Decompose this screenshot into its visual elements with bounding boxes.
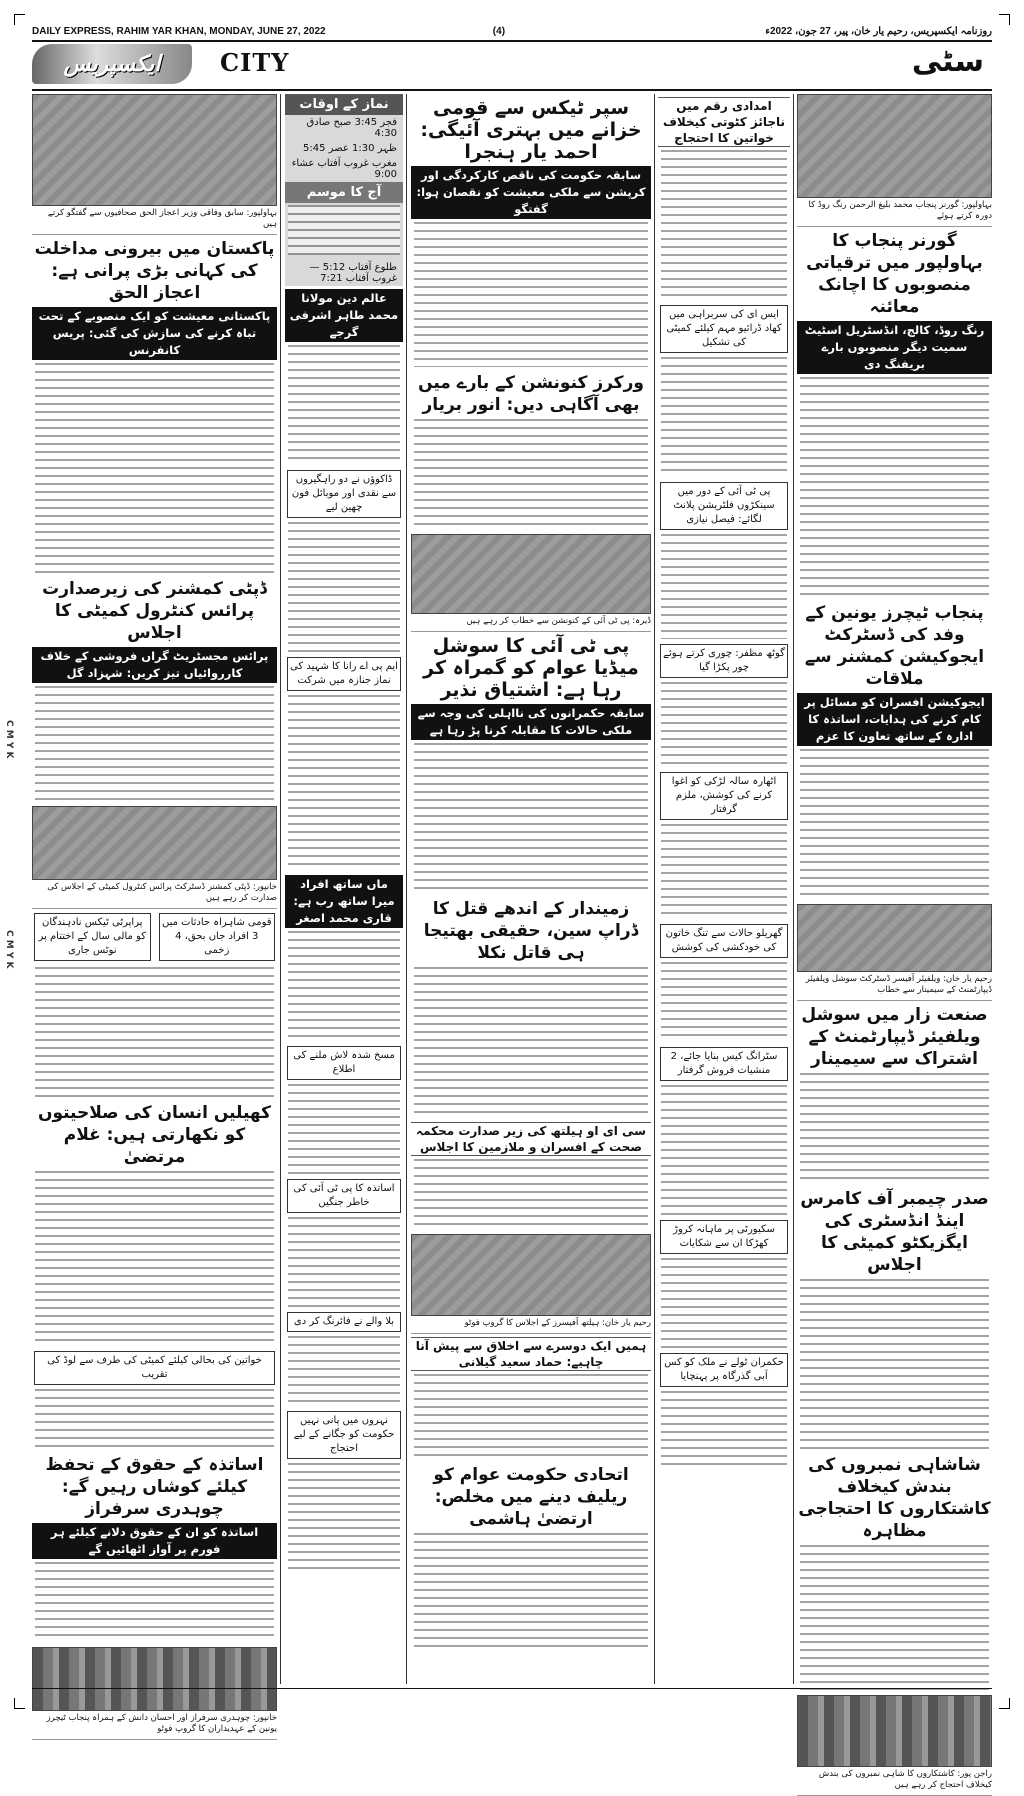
box-headline: اساتذہ کا پی ٹی آئی کی خاطر جنگیں [293, 1183, 395, 1208]
article-text [288, 1463, 400, 1573]
header-rule [32, 40, 992, 42]
crop-mark [14, 1698, 25, 1709]
article-text [414, 1533, 648, 1653]
box-headline: پراپرٹی ٹیکس نادہندگان کو مالی سال کے اختتام پر نوٹس جاری [38, 917, 146, 956]
folio-urdu: روزنامہ ایکسپریس، رحیم یار خان، پیر، 27 جون، 2022ء [765, 26, 992, 37]
headline: شاشاہی نمبروں کی بندش کیخلاف کاشتکاروں کا احتجاجی مظاہرہ [798, 1455, 991, 1541]
box-headline: بلا والے نے فائرنگ کر دی [293, 1316, 395, 1327]
article-text [35, 1389, 274, 1449]
express-logo: ایکسپریس [32, 44, 192, 84]
article-text [35, 363, 274, 573]
headline: ماں ساتھ افراد میرا ساتھ رب ہے: قاری محمد اصغر [285, 875, 403, 928]
caption: رحیم یار خان: ہیلتھ آفیسرز کے اجلاس کا گروپ فوٹو [411, 1316, 651, 1334]
subheadline: اساتذہ کو ان کے حقوق دلانے کیلئے ہر فورم پر آواز اٹھائیں گے [32, 1523, 277, 1559]
subheadline: ایجوکیشن افسران کو مسائل پر کام کرنے کی ہدایات، اساتذہ کا ادارہ کے ساتھ تعاون کا عزم [797, 693, 992, 746]
article-text [35, 1562, 274, 1642]
news-box [287, 657, 401, 691]
prayer-row: ظہر 1:30 عصر 5:45 [303, 143, 397, 154]
column-divider [793, 94, 794, 1684]
column-divider [280, 94, 281, 1684]
article-text [288, 1217, 400, 1307]
prayer-row: مغرب غروب آفتاب عشاء 9:00 [291, 158, 397, 180]
article-text [800, 749, 989, 899]
photo-seminar [797, 904, 992, 972]
headline: اتحادی حکومت عوام کو ریلیف دینے میں مخلص: ارتضیٰ ہاشمی [433, 1465, 629, 1529]
news-box [660, 1353, 788, 1387]
article-text [288, 1336, 400, 1406]
article-text [288, 345, 400, 465]
article-text [800, 1073, 989, 1183]
box-headline: مسخ شدہ لاش ملنے کی اطلاع [293, 1050, 395, 1075]
news-box [660, 1220, 788, 1254]
column-divider [406, 94, 407, 1684]
column-1 [797, 94, 992, 1790]
section-title-english: CITY [220, 48, 290, 77]
news-box [287, 1312, 401, 1332]
caption: راجن پور: کاشتکاروں کا شاہی نمبروں کی بندش کیخلاف احتجاج کر رہے ہیں [797, 1767, 992, 1796]
box-headline: سکیورٹی پر ماہانہ کروڑ کھڑکا ان سے شکایات [673, 1224, 775, 1249]
column-4 [285, 94, 403, 1684]
article-text [35, 967, 274, 1097]
headline: پی ٹی آئی کا سوشل میڈیا عوام کو گمراہ کر رہا ہے: اشتیاق نذیر [423, 635, 639, 701]
news-box [287, 1411, 401, 1459]
photo-convention [411, 534, 651, 614]
caption: بہاولپور: سابق وفاقی وزیر اعجاز الحق صحافیوں سے گفتگو کرتے ہیں [32, 206, 277, 235]
article-text [661, 1258, 787, 1348]
headline: سپر ٹیکس سے قومی خزانے میں بہتری آئیگی: احمد یار ہنجرا [420, 97, 642, 163]
news-box [287, 470, 401, 518]
article-text [661, 824, 787, 919]
article-text [661, 1391, 787, 1471]
article-text [288, 522, 400, 652]
news-box [660, 924, 788, 958]
column-divider [654, 94, 655, 1684]
footer-rule [32, 1688, 992, 1689]
box-headline: پی ٹی آئی کے دور میں سینکڑوں فلٹریشن پلانٹ لگائے: فیصل نیازی [673, 486, 775, 525]
subheadline: پرائس مجسٹریٹ گراں فروشی کے خلاف کارروائیاں تیز کریں: شہزاد گل [32, 647, 277, 683]
article-text [800, 1279, 989, 1449]
box-headline: قومی شاہراہ حادثات میں 3 افراد جاں بحق، 4 زخمی [161, 917, 272, 956]
news-box [660, 305, 788, 353]
photo-price-control [32, 806, 277, 880]
box-headline: ایس ای کی سربراہی میں کھاد ڈرائیو مہم کیلئے کمیٹی کی تشکیل [666, 309, 782, 348]
headline: امدادی رقم میں ناجائز کٹوتی کیخلاف خواتین کا احتجاج [658, 97, 790, 147]
article-text [661, 357, 787, 477]
news-box [660, 772, 788, 820]
page-number: (4) [492, 26, 506, 37]
box-headline: سٹرانگ کیس بنایا جائے، 2 منشیات فروش گرفتار [670, 1051, 778, 1076]
photo-ijaz-ul-haq [32, 94, 277, 206]
headline: کھیلیں انسان کی صلاحیتوں کو نکھارتی ہیں: غلام مرتضیٰ [37, 1103, 272, 1167]
crop-mark [999, 1698, 1010, 1709]
caption: بہاولپور: گورنر پنجاب محمد بلیغ الرحمن رنگ روڈ کا دورہ کرتے ہوئے [797, 198, 992, 227]
crop-mark [999, 14, 1010, 25]
article-text [414, 743, 648, 893]
headline: گورنر پنجاب کا بہاولپور میں ترقیاتی منصوبوں کا اچانک معائنہ [806, 231, 983, 317]
article-text [288, 931, 400, 1041]
news-box [660, 644, 788, 678]
box-headline: گوٹھ مظفر: چوری کرتے ہوئے چور پکڑا گیا [663, 648, 785, 673]
cmyk-mark: C M Y K [4, 930, 14, 969]
article-text [414, 222, 648, 367]
article-text [661, 150, 787, 300]
weather-text [288, 205, 400, 255]
article-text [414, 1374, 648, 1459]
page-columns [32, 94, 992, 1790]
headline: زمیندار کے اندھے قتل کا ڈراپ سین، حقیقی بھتیجا ہی قاتل نکلا [423, 899, 639, 963]
photo-teachers-union [32, 1647, 277, 1711]
news-box [34, 913, 151, 961]
subheadline: پاکستانی معیشت کو ایک منصوبے کے تحت تباہ کرنے کی سازش کی گئی: پریس کانفرنس [32, 307, 277, 360]
news-box [660, 1047, 788, 1081]
prayer-row: فجر 3:45 صبح صادق 4:30 [306, 117, 397, 139]
photo-governor [797, 94, 992, 198]
news-box [159, 913, 276, 961]
folio-line [32, 24, 992, 40]
article-text [800, 377, 989, 597]
cmyk-mark: C M Y K [4, 720, 14, 759]
box-headline: ایم پی اے رانا کا شہید کی نماز جنازہ میں شرکت [290, 661, 398, 686]
headline: پاکستان میں بیرونی مداخلت کی کہانی بڑی پرانی ہے: اعجاز الحق [34, 239, 275, 303]
caption: رحیم یار خان: ویلفیئر آفیسر ڈسٹرکٹ سوشل ویلفیئر ڈیپارٹمنٹ کے سیمینار سے خطاب [797, 972, 992, 1001]
article-text [288, 695, 400, 870]
box-headline: خواتین کی بحالی کیلئے کمیٹی کی طرف سے لوڈ کی تقریب [47, 1355, 262, 1380]
article-text [414, 967, 648, 1117]
caption: خانپور: ڈپٹی کمشنر ڈسٹرکٹ پرائس کنٹرول کمیٹی کے اجلاس کی صدارت کر رہے ہیں [32, 880, 277, 909]
article-text [661, 1085, 787, 1215]
headline: ڈپٹی کمشنر کی زیرصدارت پرائس کنٹرول کمیٹی کا اجلاس [42, 579, 267, 643]
headline: صدر چیمبر آف کامرس اینڈ انڈسٹری کی ایگزیکٹو کمیٹی کا اجلاس [800, 1189, 989, 1275]
news-box [287, 1179, 401, 1213]
article-text [661, 962, 787, 1042]
photo-health-meeting [411, 1234, 651, 1316]
headline: ہمیں ایک دوسرے سے اخلاق سے پیش آنا چاہیے: حماد سعید گیلانی [411, 1337, 651, 1371]
article-text [35, 1171, 274, 1346]
weather-title: آج کا موسم [285, 182, 403, 203]
prayer-times-box [285, 94, 403, 286]
subheadline: رنگ روڈ، کالج، انڈسٹریل اسٹیٹ سمیت دیگر منصوبوں بارے بریفنگ دی [797, 321, 992, 374]
crop-mark [14, 14, 25, 25]
column-5 [32, 94, 277, 1734]
caption: خانپور: چوہدری سرفراز اور احسان دانش کے ہمراہ پنجاب ٹیچرز یونین کے عہدیداران کا گروپ فوٹو [32, 1711, 277, 1740]
article-text [661, 534, 787, 639]
photo-protest [797, 1695, 992, 1767]
box-headline: گھریلو حالات سے تنگ خاتون کی خودکشی کی کوشش [665, 928, 783, 953]
folio-english: DAILY EXPRESS, RAHIM YAR KHAN, MONDAY, JUNE 27, 2022 [32, 26, 326, 37]
masthead-rule [32, 89, 992, 91]
box-headline: اٹھارہ سالہ لڑکی کو اغوا کرنے کی کوشش، ملزم گرفتار [671, 776, 777, 815]
news-box [660, 482, 788, 530]
subheadline: سابقہ حکمرانوں کی نااہلی کی وجہ سے ملکی حالات کا مقابلہ کرنا پڑ رہا ہے [411, 704, 651, 740]
caption: ڈیرہ: پی ٹی آئی کے کنونشن سے خطاب کر رہے ہیں [411, 614, 651, 632]
prayer-times-title: نماز کے اوقات [285, 94, 403, 115]
headline: عالم دین مولانا محمد طاہر اشرفی گرجے [285, 289, 403, 342]
headline: پنجاب ٹیچرز یونین کے وفد کی ڈسٹرکٹ ایجوکیشن کمشنر سے ملاقات [804, 603, 985, 689]
article-text [800, 1545, 989, 1690]
sun-times: طلوع آفتاب 5:12 — غروب آفتاب 7:21 [309, 262, 397, 284]
twin-boxes [32, 909, 277, 965]
box-headline: نہروں میں پانی نہیں حکومت کو جگانے کے لیے احتجاج [293, 1415, 395, 1454]
article-text [288, 1084, 400, 1174]
subheadline: سابقہ حکومت کی ناقص کارکردگی اور کرپشن سے ملکی معیشت کو نقصان ہوا: گفتگو [411, 166, 651, 219]
article-text [35, 686, 274, 801]
section-title-urdu: سٹی [911, 44, 984, 79]
column-3 [411, 94, 651, 1684]
news-box [287, 1046, 401, 1080]
headline: صنعت زار میں سوشل ویلفیئر ڈیپارٹمنٹ کے اشتراک سے سیمینار [801, 1005, 988, 1069]
news-box [34, 1351, 275, 1385]
article-text [414, 419, 648, 529]
article-text [661, 682, 787, 767]
column-2 [658, 94, 790, 1684]
article-text [414, 1159, 648, 1229]
box-headline: حکمران ٹولے نے ملک کو کس آبی گذرگاہ پر پہنچایا [664, 1357, 784, 1382]
headline: ورکرز کنونشن کے بارے میں بھی آگاہی دیں: انور بریار [418, 373, 644, 415]
headline: سی ای او ہیلتھ کی زیر صدارت محکمہ صحت کے افسران و ملازمین کا اجلاس [411, 1122, 651, 1156]
box-headline: ڈاکوؤں نے دو راہگیروں سے نقدی اور موبائل فون چھین لیے [291, 474, 397, 513]
headline: اساتذہ کے حقوق کے تحفظ کیلئے کوشاں رہیں گے: چوہدری سرفراز [45, 1455, 264, 1519]
